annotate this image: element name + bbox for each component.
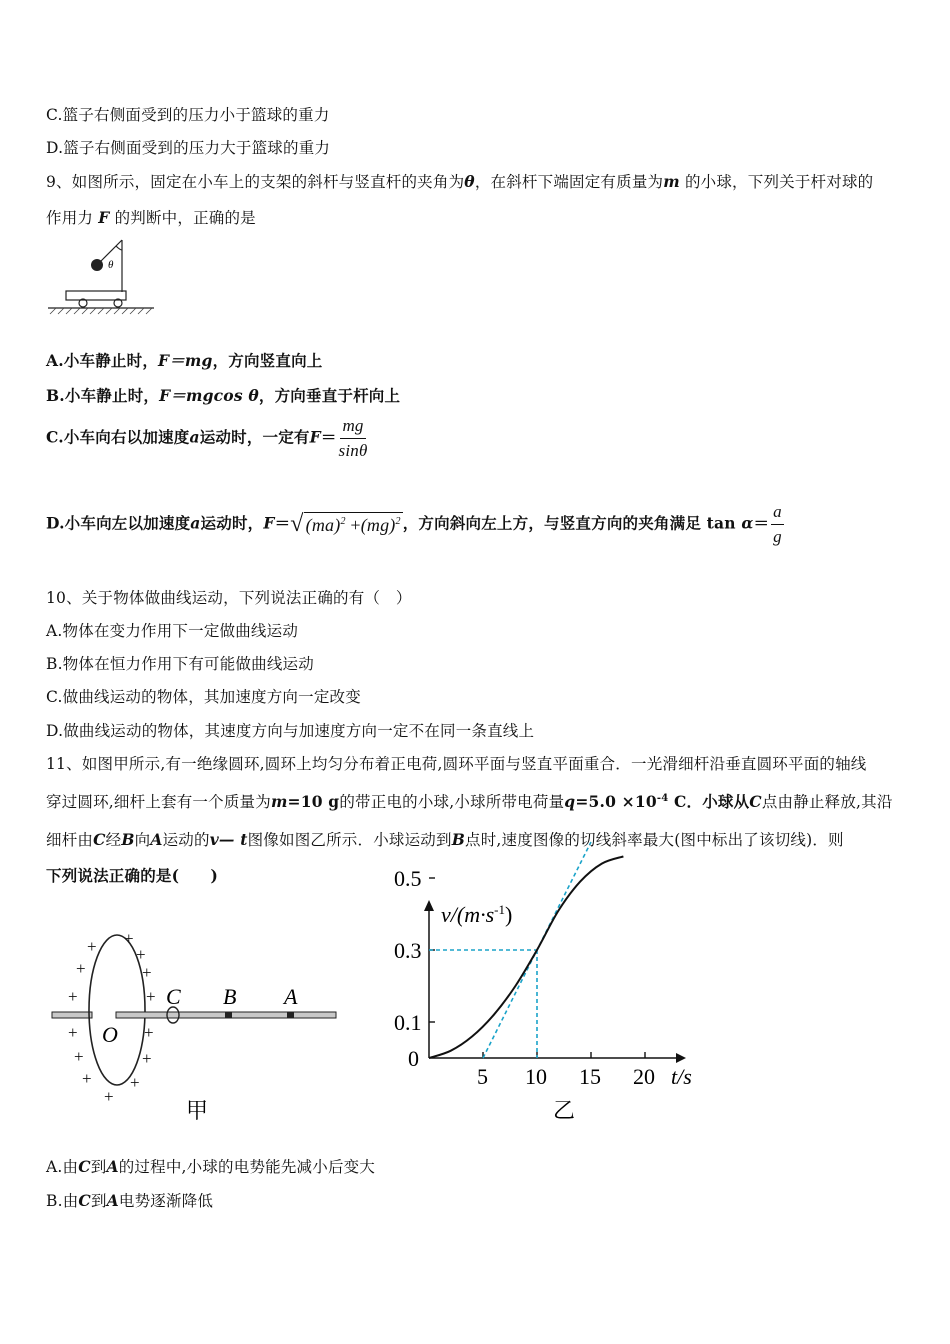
q10-option-a: A.物体在变力作用下一定做曲线运动 — [46, 622, 299, 640]
plus-sign: + — [82, 1069, 92, 1088]
x-tick-label: 15 — [579, 1064, 601, 1089]
plus-sign: + — [76, 959, 86, 978]
vt-curve — [429, 856, 623, 1058]
tick-layer — [394, 866, 655, 1089]
q11-option-a: A.由C到A的过程中,小球的电势能先减小后变大 — [46, 1157, 376, 1176]
q9-stem-line2: 作用力 F 的判断中，正确的是 — [46, 208, 256, 227]
plus-sign: + — [87, 937, 97, 956]
x-tick-label: 5 — [477, 1064, 488, 1089]
plus-sign: + — [130, 1073, 140, 1092]
x-tick-label: 20 — [633, 1064, 655, 1089]
q9-option-a: A.小车静止时，F＝mg，方向竖直向上 — [46, 351, 323, 370]
label-C: C — [166, 984, 181, 1009]
y-axis-arrow — [424, 900, 434, 911]
fraction-a-over-g: $\frac{a}{g}$ — [773, 502, 782, 546]
q11-stem-line4: 下列说法正确的是( ) — [46, 866, 219, 885]
x-tick-label: 10 — [525, 1064, 547, 1089]
caption-yi: 乙 — [553, 1098, 576, 1123]
point-A-marker — [287, 1012, 294, 1018]
figure-jia — [46, 922, 346, 1128]
y-tick-label: 0.5 — [394, 866, 422, 891]
ground-hatching — [50, 308, 152, 314]
theta-label: θ — [108, 259, 114, 271]
plus-sign: + — [74, 1047, 84, 1066]
point-B-marker — [225, 1012, 232, 1018]
ylabel-main: v/(m·s — [441, 902, 495, 927]
q10-stem: 10、关于物体做曲线运动，下列说法正确的有（ ） — [46, 589, 412, 607]
sqrt-expression: √ (ma)$^2$ +(mg)$^2$ — [290, 511, 401, 537]
q11-stem-line2: 穿过圆环,细杆上套有一个质量为m=10 g的带正电的小球,小球所带电荷量$q=5.0 \times 10^{-4}$ C．小球从C点由静止释放,其沿 — [46, 792, 893, 811]
x-axis-label: t/s — [671, 1064, 692, 1089]
q9-option-d: D.小车向左以加速度a运动时，F＝√ (ma)$^2$ +(mg)$^2$ ，方向斜向左上方，与竖直方向的夹角满足 tan α＝ $\frac{a}{g}$ — [46, 502, 782, 546]
q10-option-c: C.做曲线运动的物体，其加速度方向一定改变 — [46, 688, 361, 706]
caption-jia: 甲 — [186, 1098, 209, 1123]
ball — [91, 259, 103, 271]
ylabel-close: ) — [505, 902, 513, 927]
label-O: O — [102, 1022, 118, 1047]
plus-sign: + — [142, 1049, 152, 1068]
q8-option-c: C.篮子右侧面受到的压力小于篮球的重力 — [46, 106, 330, 124]
plus-sign: + — [68, 987, 78, 1006]
ylabel-exp: -1 — [494, 902, 505, 917]
y-tick-label: 0.3 — [394, 938, 422, 963]
q9-cart-figure — [46, 236, 158, 322]
plus-sign: + — [144, 1023, 154, 1042]
q11-stem-line1: 11、如图甲所示,有一绝缘圆环,圆环上均匀分布着正电荷,圆环平面与竖直平面重合．一光滑细杆沿垂直圆环平面的轴线 — [46, 755, 867, 773]
y-axis-label — [441, 902, 512, 927]
q11-option-b: B.由C到A电势逐渐降低 — [46, 1191, 214, 1210]
label-B: B — [223, 984, 237, 1009]
rod-left-segment — [52, 1012, 92, 1018]
origin-label: 0 — [408, 1046, 419, 1071]
label-A: A — [284, 984, 298, 1009]
plus-sign: + — [124, 929, 134, 948]
plus-sign: + — [142, 963, 152, 982]
guide-layer — [429, 842, 591, 1058]
plus-sign: + — [68, 1023, 78, 1042]
figure-yi-vt-chart — [386, 866, 706, 1128]
angle-arc — [116, 246, 122, 250]
plus-sign: + — [146, 987, 156, 1006]
q9-option-c: C.小车向右以加速度a运动时，一定有F＝ $\frac{mg}{\sin\theta}$ — [46, 416, 368, 460]
q8-option-d: D.篮子右侧面受到的压力大于篮球的重力 — [46, 139, 331, 157]
fraction-mg-over-sin: $\frac{mg}{\sin\theta}$ — [338, 416, 368, 460]
plus-sign: + — [136, 945, 146, 964]
q11-stem-line3: 细杆由C经B向A运动的v— t图像如图乙所示．小球运动到B点时,速度图像的切线斜率最大(图中标出了该切线)．则 — [46, 830, 844, 849]
q10-option-b: B.物体在恒力作用下有可能做曲线运动 — [46, 655, 314, 673]
q9-option-b: B.小车静止时，F＝mgcos θ，方向垂直于杆向上 — [46, 386, 401, 405]
q9-stem-line1: 9、如图所示，固定在小车上的支架的斜杆与竖直杆的夹角为θ，在斜杆下端固定有质量为m 的小球，下列关于杆对球的 — [46, 172, 874, 191]
y-tick-label: 0.1 — [394, 1010, 422, 1035]
q10-option-d: D.做曲线运动的物体，其速度方向与加速度方向一定不在同一条直线上 — [46, 722, 535, 740]
x-axis-arrow — [676, 1053, 686, 1063]
plus-sign: + — [104, 1087, 114, 1106]
